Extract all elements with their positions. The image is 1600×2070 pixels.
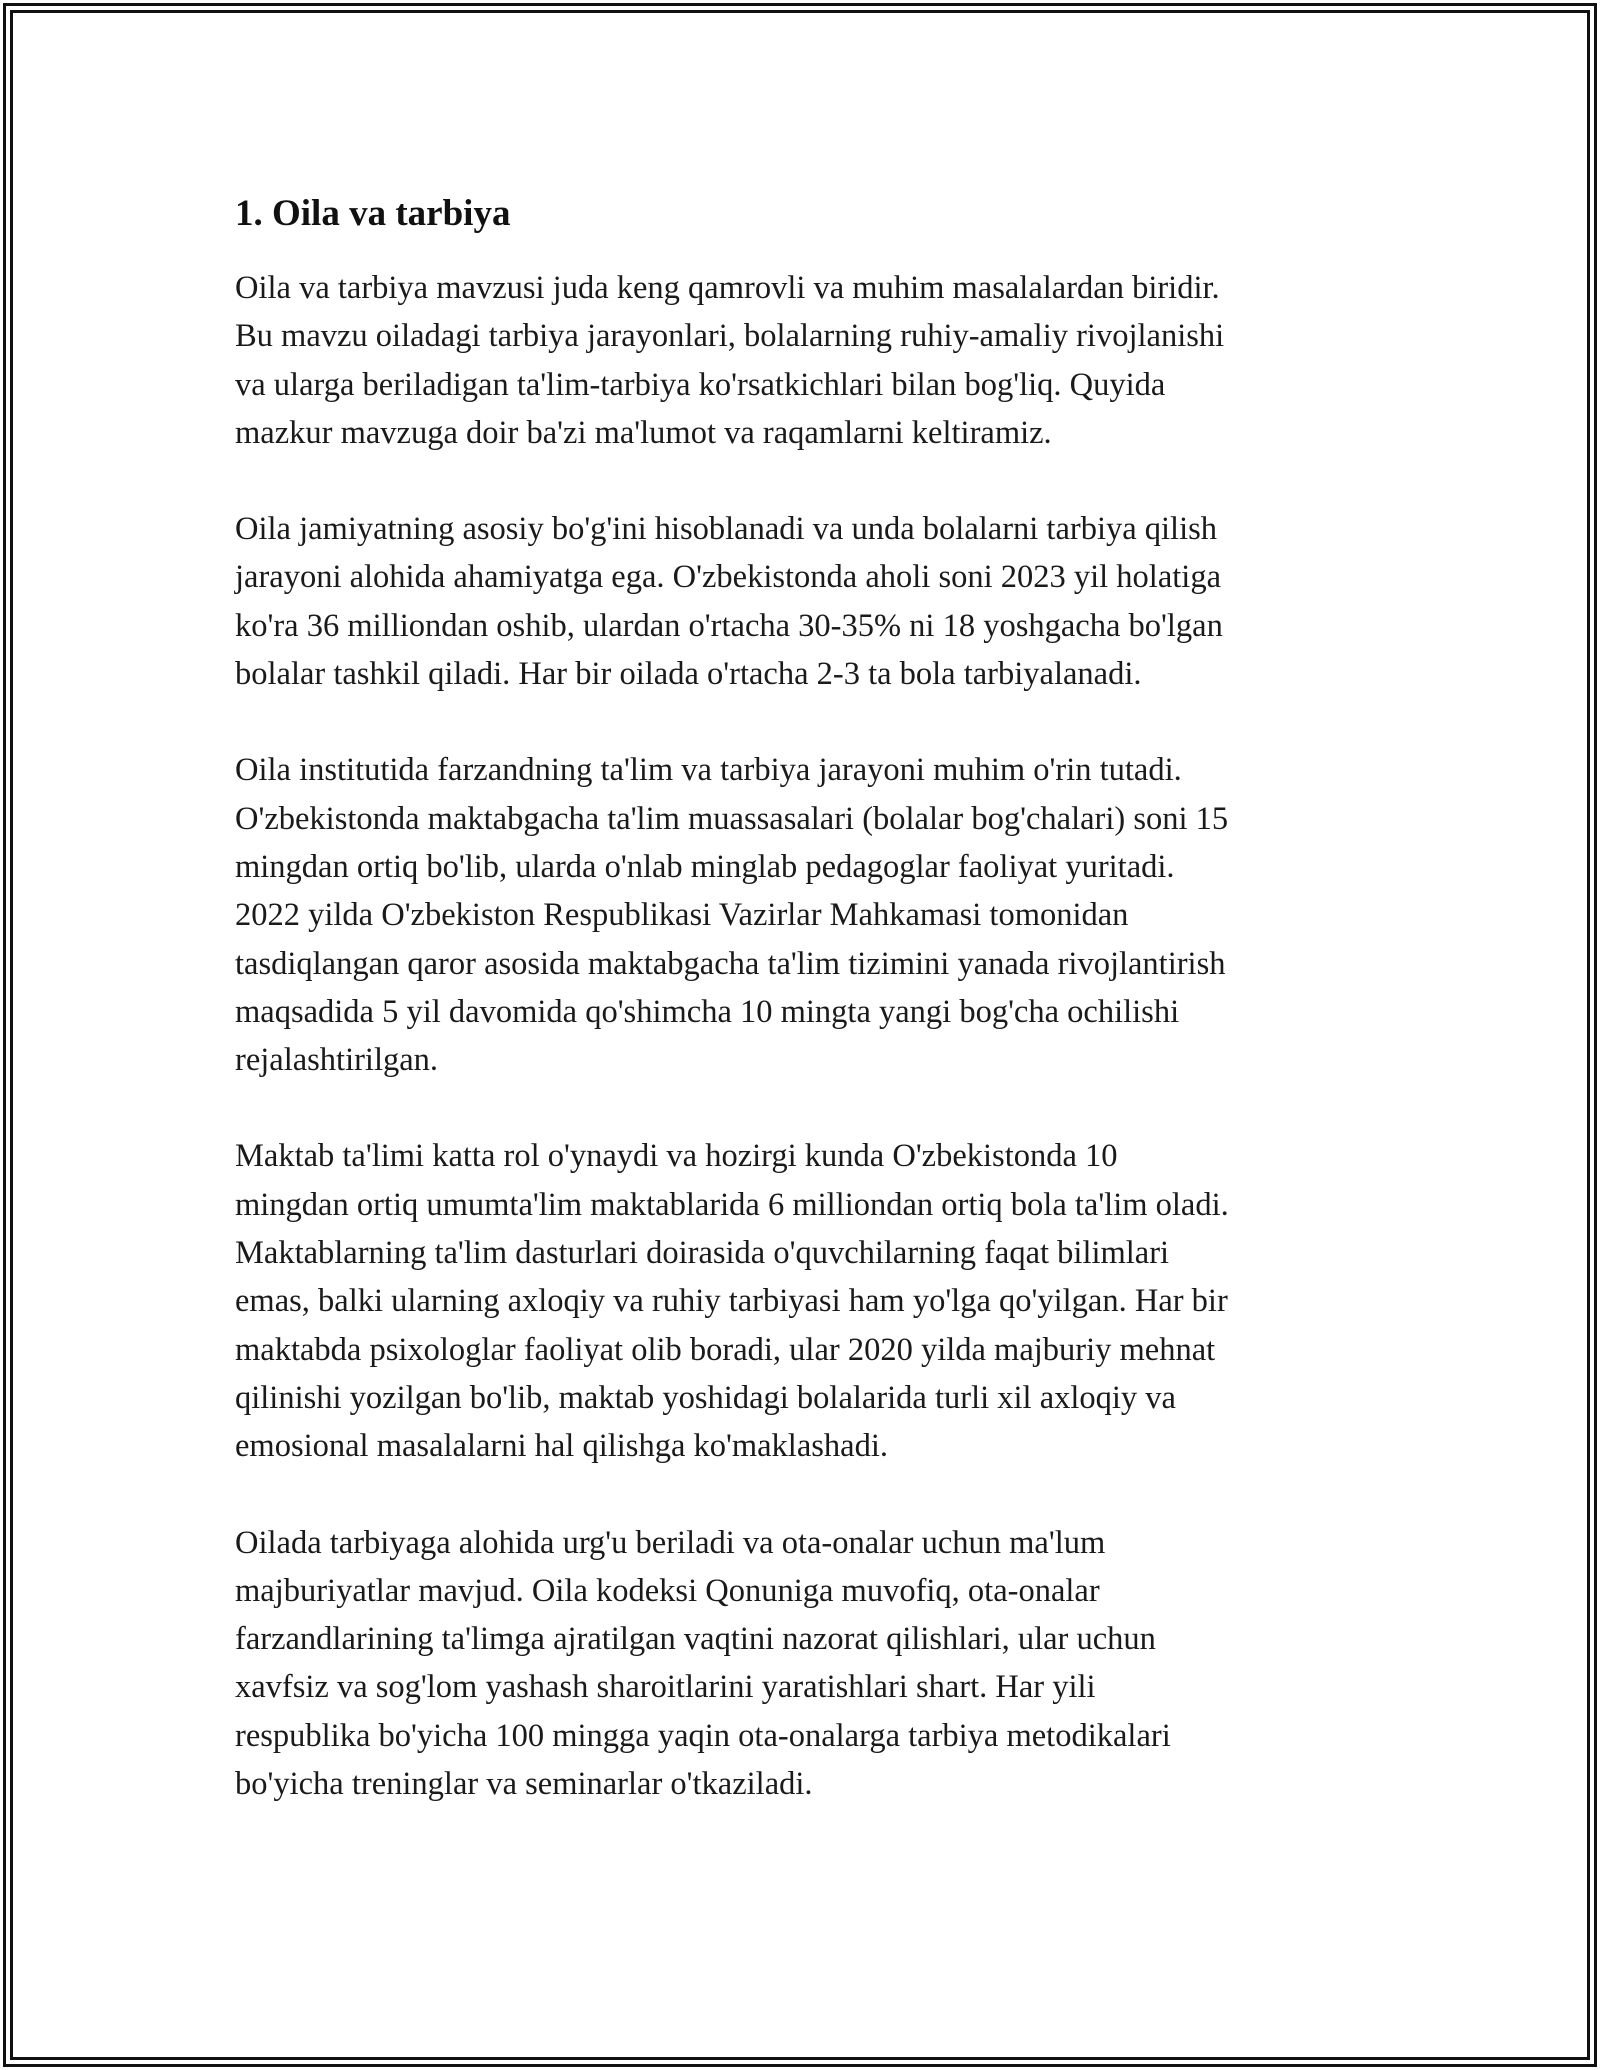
paragraph-line: Oila va tarbiya mavzusi juda keng qamrovli va muhim masalalardan biridir.: [235, 270, 1220, 306]
paragraph-line: mingdan ortiq umumta'lim maktablarida 6 milliondan ortiq bola ta'lim oladi.: [235, 1186, 1229, 1223]
paragraph-line: Maktablarning ta'lim dasturlari doirasida o'quvchilarning faqat bilimlari: [235, 1235, 1170, 1272]
paragraph-line: majburiyatlar mavjud. Oila kodeksi Qonuniga muvofiq, ota-onalar: [235, 1572, 1100, 1609]
paragraph-line: emas, balki ularning axloqiy va ruhiy tarbiyasi ham yo'lga qo'yilgan. Har bir: [235, 1283, 1228, 1320]
paragraph-line: va ularga beriladigan ta'lim-tarbiya ko'rsatkichlari bilan bog'liq. Quyida: [235, 366, 1166, 403]
paragraph-line: farzandlarining ta'limga ajratilgan vaqtini nazorat qilishlari, ular uchun: [235, 1621, 1156, 1658]
paragraph-5: [235, 1519, 1375, 1809]
paragraph-line: Oila jamiyatning asosiy bo'g'ini hisoblanadi va unda bolalarni tarbiya qilish: [235, 511, 1218, 548]
document-body: [235, 190, 1375, 1856]
paragraph-2: [235, 505, 1375, 698]
paragraph-line: ko'ra 36 milliondan oshib, ulardan o'rtacha 30-35% ni 18 yoshgacha bo'lgan: [235, 607, 1223, 644]
paragraph-line: bo'yicha treninglar va seminarlar o'tkaziladi.: [235, 1766, 813, 1803]
paragraph-line: 2022 yilda O'zbekiston Respublikasi Vazirlar Mahkamasi tomonidan: [235, 897, 1129, 934]
paragraph-1: [235, 264, 1375, 457]
paragraph-line: qilinishi yozilgan bo'lib, maktab yoshidagi bolalarida turli xil axloqiy va: [235, 1379, 1176, 1416]
paragraph-3: [235, 746, 1375, 1084]
paragraph-line: maqsadida 5 yil davomida qo'shimcha 10 mingta yangi bog'cha ochilishi: [235, 993, 1180, 1030]
paragraph-line: O'zbekistonda maktabgacha ta'lim muassasalari (bolalar bog'chalari) soni 15: [235, 800, 1229, 837]
paragraph-line: respublika bo'yicha 100 mingga yaqin ota-onalarga tarbiya metodikalari: [235, 1717, 1171, 1754]
paragraph-line: bolalar tashkil qiladi. Har bir oilada o'rtacha 2-3 ta bola tarbiyalanadi.: [235, 656, 1142, 693]
paragraph-line: maktabda psixologlar faoliyat olib boradi, ular 2020 yilda majburiy mehnat: [235, 1331, 1216, 1368]
paragraph-line: Maktab ta'limi katta rol o'ynaydi va hozirgi kunda O'zbekistonda 10: [235, 1138, 1118, 1175]
paragraph-4: [235, 1132, 1375, 1470]
paragraph-line: jarayoni alohida ahamiyatga ega. O'zbekistonda aholi soni 2023 yil holatiga: [235, 559, 1221, 596]
paragraph-line: emosional masalalarni hal qilishga ko'maklashadi.: [235, 1428, 888, 1465]
paragraph-line: xavfsiz va sog'lom yashash sharoitlarini yaratishlari shart. Har yili: [235, 1669, 1096, 1706]
paragraph-line: Oilada tarbiyaga alohida urg'u beriladi va ota-onalar uchun ma'lum: [235, 1524, 1106, 1561]
paragraph-line: mingdan ortiq bo'lib, ularda o'nlab minglab pedagoglar faoliyat yuritadi.: [235, 848, 1175, 885]
paragraph-line: rejalashtirilgan.: [235, 1042, 439, 1079]
paragraph-line: Bu mavzu oiladagi tarbiya jarayonlari, bolalarning ruhiy-amaliy rivojlanishi: [235, 318, 1225, 355]
section-heading: 1. Oila va tarbiya: [235, 193, 511, 234]
paragraph-line: tasdiqlangan qaror asosida maktabgacha ta'lim tizimini yanada rivojlantirish: [235, 945, 1226, 982]
paragraph-line: mazkur mavzuga doir ba'zi ma'lumot va raqamlarni keltiramiz.: [235, 414, 1052, 451]
paragraph-line: Oila institutida farzandning ta'lim va tarbiya jarayoni muhim o'rin tutadi.: [235, 752, 1182, 789]
